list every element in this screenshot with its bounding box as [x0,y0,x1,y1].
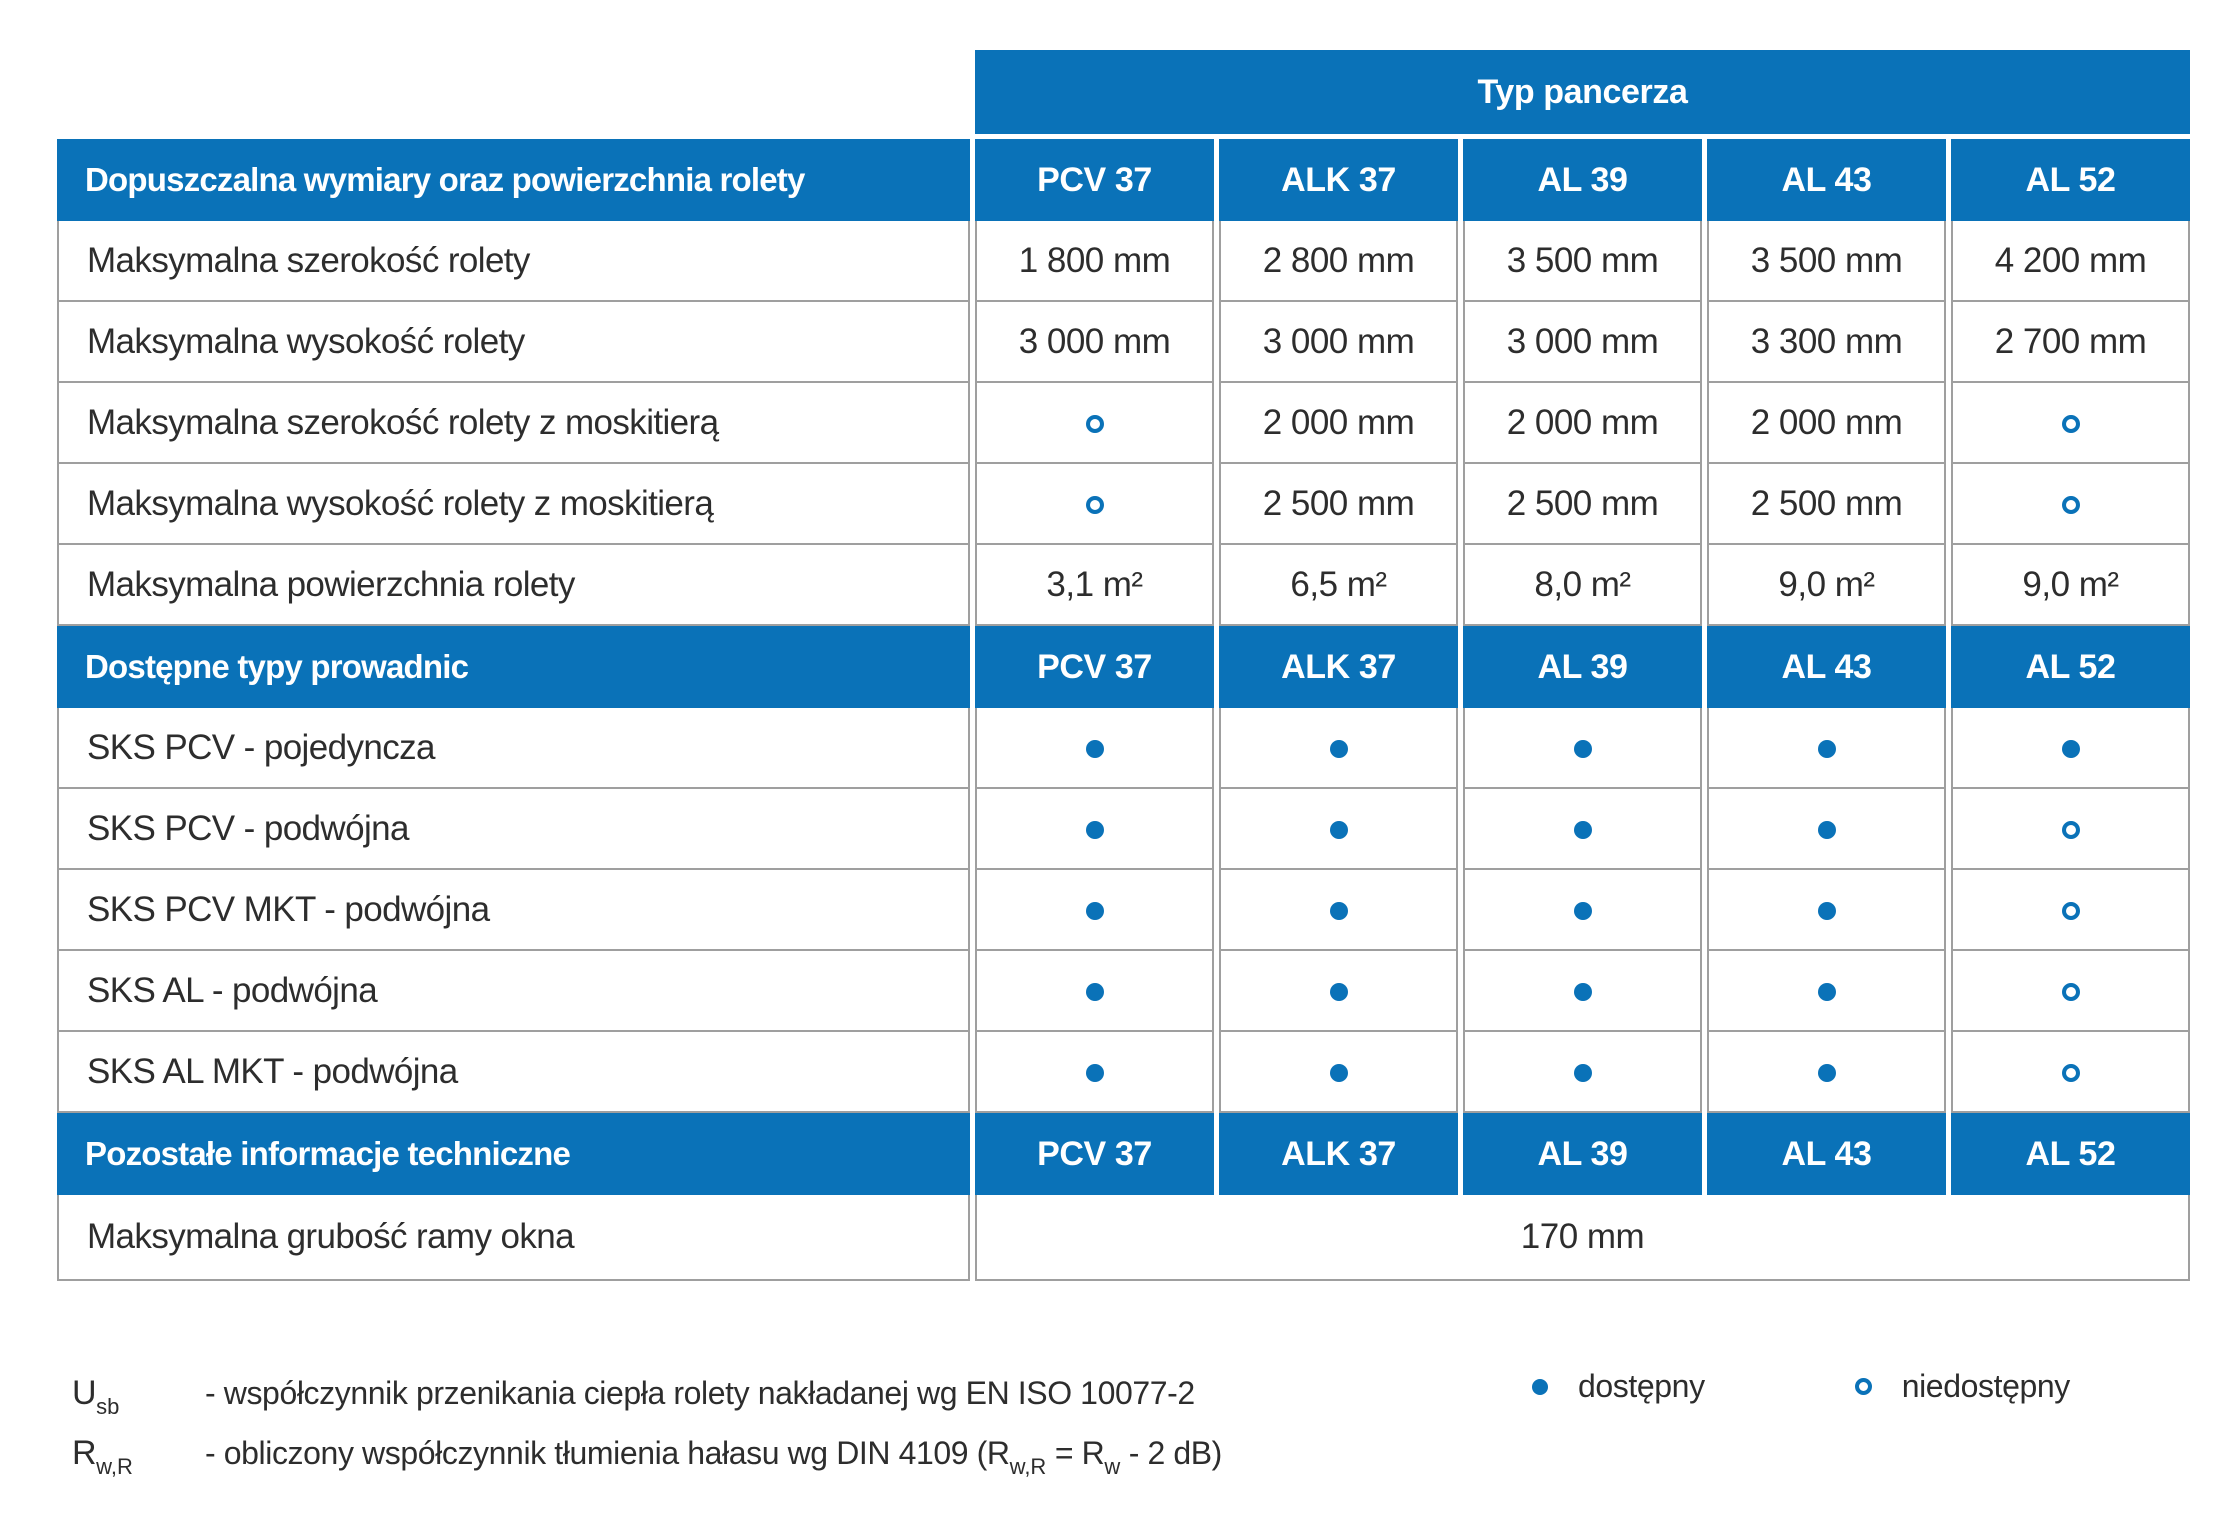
availability-dot [2062,821,2080,839]
cell-value: 3 300 mm [1750,321,1903,361]
row-label: Maksymalna wysokość rolety [57,302,970,383]
availability-dot [1574,1064,1592,1082]
footnote-rwr-text: - obliczony współczynnik tłumienia hałasu wg DIN 4109 (Rw,R = Rw - 2 dB) [205,1435,1222,1479]
column-header: PCV 37 [975,1113,1214,1195]
row-label: Maksymalna wysokość rolety z moskitierą [57,464,970,545]
cell-value: 3 000 mm [1018,321,1171,361]
column-header: AL 52 [1951,139,2190,221]
availability-dot [1818,983,1836,1001]
table-row [57,50,2190,134]
table-row [57,708,2190,789]
cell-value: 2 800 mm [1262,240,1415,280]
availability-dot [2062,740,2080,758]
cell-value: 3 000 mm [1262,321,1415,361]
cell-value: 9,0 m² [1778,564,1875,604]
availability-dot [1574,740,1592,758]
table-row [57,464,2190,545]
availability-dot [1574,821,1592,839]
legend-unavailable-label: niedostępny [1901,1368,2070,1404]
availability-dot [1086,496,1104,514]
column-header: ALK 37 [1219,1113,1458,1195]
footnote-usb-text: - współczynnik przenikania ciepła rolety nakładanej wg EN ISO 10077-2 [205,1375,1195,1411]
row-label: SKS PCV - podwójna [57,789,970,870]
row-label: Maksymalna grubość ramy okna [57,1195,970,1281]
cell-value: 2 700 mm [1994,321,2147,361]
availability-dot [1574,902,1592,920]
legend-available [1532,1368,1705,1405]
legend-unavailable-dot-icon [1855,1378,1872,1395]
column-header: AL 39 [1463,626,1702,708]
rwr-symbol: Rw,R [72,1434,133,1479]
cell-value: 8,0 m² [1534,564,1631,604]
availability-dot [2062,1064,2080,1082]
availability-dot [1086,415,1104,433]
availability-dot [1818,1064,1836,1082]
availability-dot [1086,1064,1104,1082]
availability-dot [1330,740,1348,758]
section-title-other: Pozostałe informacje techniczne [57,1113,970,1195]
cell-value: 2 000 mm [1750,402,1903,442]
spec-table [52,50,2195,1281]
table-row [57,221,2190,302]
usb-symbol: Usb [72,1374,120,1419]
cell-value: 3 500 mm [1750,240,1903,280]
availability-dot [2062,983,2080,1001]
availability-dot [1818,902,1836,920]
cell-value: 2 000 mm [1506,402,1659,442]
cell-value: 2 000 mm [1262,402,1415,442]
row-label: SKS AL MKT - podwójna [57,1032,970,1113]
column-header: AL 43 [1707,1113,1946,1195]
row-label: Maksymalna powierzchnia rolety [57,545,970,626]
row-label: Maksymalna szerokość rolety [57,221,970,302]
footnote-usb [72,1374,1195,1419]
availability-dot [1086,740,1104,758]
availability-dot [1086,821,1104,839]
table-row [57,1032,2190,1113]
cell-value: 3 000 mm [1506,321,1659,361]
availability-dot [1330,983,1348,1001]
availability-dot [2062,902,2080,920]
section-header-row [57,1113,2190,1195]
row-label: Maksymalna szerokość rolety z moskitierą [57,383,970,464]
legend [1532,1368,2070,1405]
cell-value: 9,0 m² [2022,564,2119,604]
cell-value: 6,5 m² [1290,564,1387,604]
table-row [57,545,2190,626]
availability-dot [1818,740,1836,758]
cell-value: 3 500 mm [1506,240,1659,280]
legend-unavailable [1855,1368,2070,1405]
column-header: PCV 37 [975,626,1214,708]
column-header: AL 39 [1463,1113,1702,1195]
cell-value: 3,1 m² [1046,564,1143,604]
legend-available-dot-icon [1532,1379,1548,1395]
table-row [57,870,2190,951]
availability-dot [2062,415,2080,433]
cell-value: 4 200 mm [1994,240,2147,280]
cell-value: 2 500 mm [1750,483,1903,523]
blank-corner-cell [57,50,970,134]
row-label: SKS AL - podwójna [57,951,970,1032]
column-header: AL 39 [1463,139,1702,221]
column-header: AL 52 [1951,626,2190,708]
column-header: AL 43 [1707,626,1946,708]
cell-value: 1 800 mm [1018,240,1171,280]
section-header-row [57,626,2190,708]
section-title-dimensions: Dopuszczalna wymiary oraz powierzchnia rolety [57,139,970,221]
availability-dot [2062,496,2080,514]
cell-value: 2 500 mm [1506,483,1659,523]
availability-dot [1086,902,1104,920]
column-header: ALK 37 [1219,139,1458,221]
availability-dot [1818,821,1836,839]
section-title-guides: Dostępne typy prowadnic [57,626,970,708]
table-row [57,302,2190,383]
row-label: SKS PCV - pojedyncza [57,708,970,789]
table-row [57,951,2190,1032]
availability-dot [1330,1064,1348,1082]
availability-dot [1086,983,1104,1001]
column-header: ALK 37 [1219,626,1458,708]
cell-value: 2 500 mm [1262,483,1415,523]
row-label: SKS PCV MKT - podwójna [57,870,970,951]
availability-dot [1574,983,1592,1001]
section-header-row [57,139,2190,221]
column-header: AL 43 [1707,139,1946,221]
legend-available-label: dostępny [1578,1368,1705,1404]
table-row [57,1195,2190,1281]
table-row [57,789,2190,870]
column-header: AL 52 [1951,1113,2190,1195]
availability-dot [1330,902,1348,920]
availability-dot [1330,821,1348,839]
cell-value: 170 mm [1520,1217,1645,1256]
column-header: PCV 37 [975,139,1214,221]
footnote-rwr [72,1434,1222,1479]
table-row [57,383,2190,464]
typ-pancerza-header: Typ pancerza [975,50,2190,134]
